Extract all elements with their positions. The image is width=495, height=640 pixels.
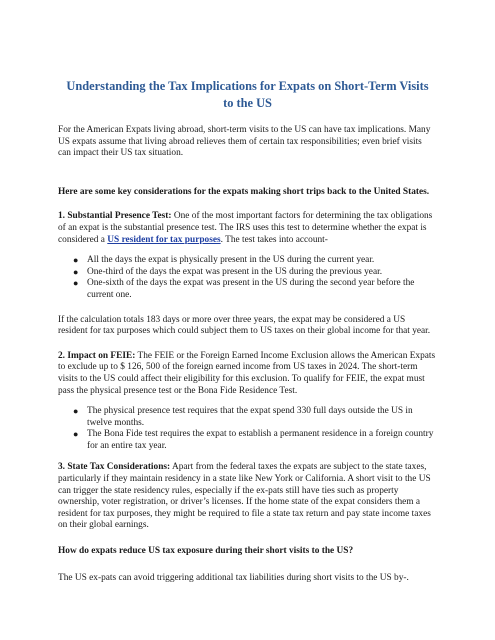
section1-heading: 1. Substantial Presence Test: xyxy=(58,211,172,222)
list-item-text: One-third of the days the expat was present in the US during the previous year. xyxy=(87,266,383,277)
intro-paragraph: For the American Expats living abroad, short-term visits to the US can have tax implications. Many US expats assume that living abroad relieves them of certain tax responsibilities; even brief visits can impact their US tax situation. xyxy=(58,125,431,159)
section3-text: Apart from the federal taxes the expats are subject to the state taxes, particularly if they maintain residency in a state like New York or California. A short visit to the US can trigger the state residency rules, especially if the ex-pats still have ties such as property ownership, voter registration, or driver’s licenses. If the home state of the expat considers them a resident for tax purposes, they might be required to file a state tax return and pay state income taxes on their global earnings. xyxy=(58,462,431,531)
section2-text: The FEIE or the Foreign Earned Income Exclusion allows the American Expats to exclude up to $ 126, 500 of the foreign earned income from US taxes in 2024. The short-term visits to the US could affect their eligibility for this exclusion. To qualify for FEIE, the expat must pass the physical presence test or the Bona Fide Residence Test. xyxy=(58,350,436,396)
list-item xyxy=(58,429,437,452)
section3-paragraph xyxy=(58,462,437,532)
section1-paragraph xyxy=(58,211,437,246)
bullet-icon: ● xyxy=(73,429,79,440)
list-item-text: All the days the expat is physically present in the US during the current year. xyxy=(87,255,375,266)
question-text: How do expats reduce US tax exposure during their short visits to the US? xyxy=(58,546,354,557)
section3-heading: 3. State Tax Considerations: xyxy=(58,462,171,473)
section1-bullet-list xyxy=(58,255,437,301)
key-considerations-heading xyxy=(58,187,437,199)
list-item xyxy=(58,255,437,267)
us-resident-link[interactable]: US resident for tax purposes xyxy=(107,234,221,245)
section1-text-after-link: . The test takes into account- xyxy=(220,234,328,245)
section2-heading: 2. Impact on FEIE: xyxy=(58,350,136,361)
section2-paragraph xyxy=(58,351,437,397)
list-item-text: One-sixth of the days the expat was present in the US during the second year before the current one. xyxy=(87,278,415,300)
list-item xyxy=(58,278,437,301)
list-item xyxy=(58,267,437,279)
bullet-icon: ● xyxy=(73,255,79,266)
section1-conclusion: If the calculation totals 183 days or more over three years, the expat may be considered a US resident for tax purposes which could subject them to US taxes on their global income for that year. xyxy=(58,314,431,337)
bullet-icon: ● xyxy=(73,278,79,289)
bullet-icon: ● xyxy=(73,266,79,277)
section2-bullet-list xyxy=(58,406,437,452)
section1-text-before-link: One of the most important factors for determining the tax obligations of an expat is the substantial presence test. The IRS uses this test to determine whether the expat is considered a xyxy=(58,211,433,245)
document-title: Understanding the Tax Implications for Expats on Short-Term Visits to the US xyxy=(66,79,429,110)
bullet-icon: ● xyxy=(73,406,79,417)
list-item-text: The Bona Fide test requires the expat to establish a permanent residence in a foreign country for an entire tax year. xyxy=(87,429,434,451)
final-paragraph: The US ex-pats can avoid triggering additional tax liabilities during short visits to the US by-. xyxy=(58,572,409,583)
list-item xyxy=(58,406,437,429)
key-considerations-text: Here are some key considerations for the expats making short trips back to the United States. xyxy=(58,186,430,197)
list-item-text: The physical presence test requires that the expat spend 330 full days outside the US in twelve months. xyxy=(87,406,413,428)
question-heading xyxy=(58,546,437,558)
